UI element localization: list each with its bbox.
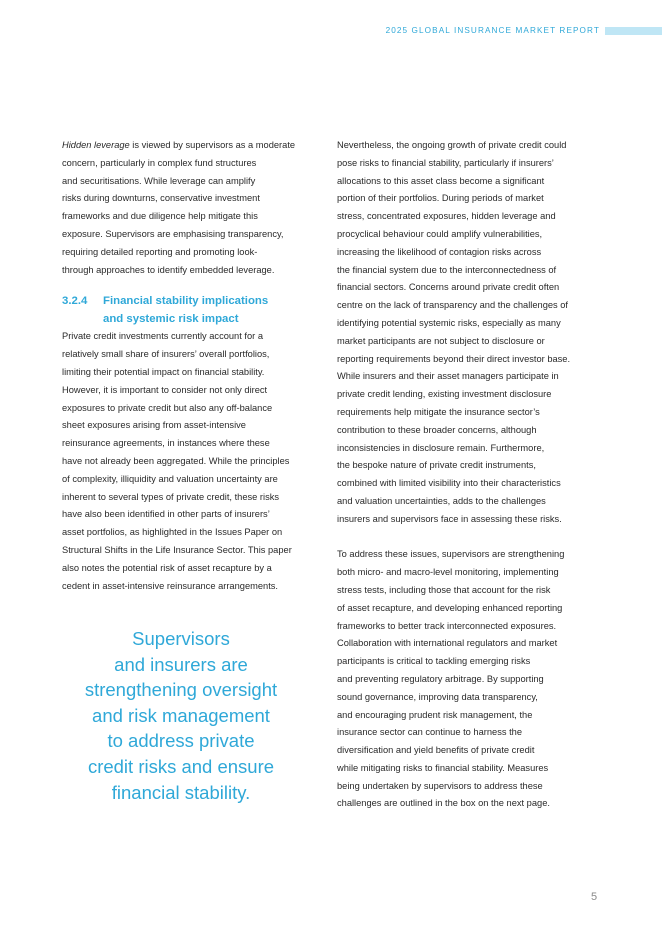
paragraph-line: and encouraging prudent risk management, the — [337, 709, 533, 720]
paragraph-line: the bespoke nature of private credit instruments, — [337, 460, 536, 471]
pull-quote-line: and insurers are — [114, 653, 248, 675]
paragraph-line: sound governance, improving data transparency, — [337, 691, 538, 702]
paragraph-line: reinsurance agreements, in instances where these — [62, 438, 270, 449]
paragraph-line: allocations to this asset class become a significant — [337, 175, 545, 186]
paragraph-gap — [337, 529, 603, 547]
paragraph-line: relatively small share of insurers’ overall portfolios, — [62, 349, 270, 360]
paragraph-line: concern, particularly in complex fund structures — [62, 157, 257, 168]
paragraph-line: both micro- and macro-level monitoring, implementing — [337, 567, 559, 578]
paragraph-line: challenges are outlined in the box on the next page. — [337, 798, 550, 809]
paragraph-line: and valuation uncertainties, adds to the challenges — [337, 495, 546, 506]
paragraph-line: while mitigating risks to financial stability. Measures — [337, 762, 549, 773]
paragraph-line: participants is critical to tackling emerging risks — [337, 656, 531, 667]
paragraph-line-rest: is viewed by supervisors as a moderate — [129, 140, 296, 150]
paragraph-line: increasing the likelihood of contagion risks across — [337, 246, 542, 257]
paragraph-line: cedent in asset-intensive reinsurance arrangements. — [62, 580, 279, 591]
header-title: 2025 GLOBAL INSURANCE MARKET REPORT — [385, 26, 600, 35]
paragraph-line: asset portfolios, as highlighted in the Issues Paper on — [62, 527, 283, 538]
paragraph-line: of complexity, illiquidity and valuation uncertainty are — [62, 473, 278, 484]
paragraph-line: inherent to several types of private credit, these risks — [62, 491, 280, 502]
hidden-leverage-paragraph — [62, 137, 324, 279]
section-title-line: and systemic risk impact — [103, 313, 239, 326]
paragraph-line: and preventing regulatory arbitrage. By supporting — [337, 673, 544, 684]
paragraph-line: private credit lending, existing investment disclosure — [337, 389, 552, 400]
paragraph-line: portion of their portfolios. During periods of market — [337, 193, 544, 204]
paragraph-line: reporting requirements beyond their direct investor base. — [337, 353, 571, 364]
pull-quote-line: to address private — [107, 730, 255, 752]
paragraph-line: of asset recapture, and developing enhanced reporting — [337, 602, 563, 613]
paragraph-line: sheet exposures arising from asset-intensive — [62, 420, 246, 431]
paragraph-line: and securitisations. While leverage can amplify — [62, 175, 256, 186]
section-number: 3.2.4 — [62, 295, 88, 308]
section-heading — [62, 292, 324, 328]
paragraph-line: requirements help mitigate the insurance sector’s — [337, 406, 540, 417]
paragraph-line: contribution to these broader concerns, although — [337, 424, 537, 435]
paragraph-line: financial sectors. Concerns around private credit often — [337, 282, 560, 293]
paragraph-line: have not already been aggregated. While the principles — [62, 455, 290, 466]
paragraph-line: through approaches to identify embedded leverage. — [62, 264, 275, 275]
paragraph-line: risks during downturns, conservative investment — [62, 193, 260, 204]
paragraph-line: insurance sector can continue to harness the — [337, 727, 523, 738]
paragraph-line: exposure. Supervisors are emphasising transparency, — [62, 228, 284, 239]
paragraph-line: market participants are not subject to disclosure or — [337, 335, 545, 346]
hidden-leverage-term: Hidden leverage — [62, 140, 130, 150]
pull-quote-line: Supervisors — [132, 628, 230, 649]
financial-stability-paragraph — [62, 328, 324, 595]
paragraph-line: pose risks to financial stability, particularly if insurers’ — [337, 157, 554, 168]
paragraph-line: also notes the potential risk of asset recapture by a — [62, 562, 272, 573]
left-column — [62, 137, 324, 595]
paragraph-line: stress tests, including those that account for the risk — [337, 584, 551, 595]
header-accent-bar — [605, 27, 662, 35]
paragraph-line — [62, 137, 324, 155]
paragraph-line: Private credit investments currently account for a — [62, 331, 263, 342]
systemic-risk-paragraph — [337, 137, 603, 529]
paragraph-line: limiting their potential impact on financial stability. — [62, 366, 265, 377]
paragraph-line: combined with limited visibility into their characteristics — [337, 478, 561, 489]
paragraph-line: While insurers and their asset managers participate in — [337, 371, 559, 382]
paragraph-line: identifying potential systemic risks, especially as many — [337, 317, 561, 328]
paragraph-line: frameworks to better track interconnected exposures. — [337, 620, 557, 631]
paragraph-line: being undertaken by supervisors to address these — [337, 780, 543, 791]
paragraph-line: Structural Shifts in the Life Insurance Sector. This paper — [62, 544, 292, 555]
pull-quote-line: credit risks and ensure — [87, 755, 275, 777]
paragraph-line: stress, concentrated exposures, hidden leverage and — [337, 211, 556, 222]
page-number: 5 — [591, 891, 598, 903]
paragraph-line: However, it is important to consider not only direct — [62, 384, 268, 395]
paragraph-line: the financial system due to the interconnectedness of — [337, 264, 557, 275]
paragraph-line: diversification and yield benefits of private credit — [337, 745, 535, 756]
paragraph-line: inconsistencies in disclosure remain. Furthermore, — [337, 442, 545, 453]
paragraph-line: centre on the lack of transparency and the challenges of — [337, 300, 569, 311]
paragraph-line: Collaboration with international regulators and market — [337, 638, 558, 649]
supervisory-response-paragraph — [337, 546, 603, 813]
pull-quote-line: financial stability. — [111, 781, 251, 803]
paragraph-line: Nevertheless, the ongoing growth of private credit could — [337, 140, 567, 150]
pull-quote-line: strengthening oversight — [84, 679, 278, 701]
pull-quote-line: and risk management — [92, 704, 270, 726]
pull-quote — [62, 626, 300, 805]
paragraph-line: have also been identified in other parts of insurers’ — [62, 509, 270, 520]
paragraph-line: frameworks and due diligence help mitigate this — [62, 211, 258, 222]
paragraph-line: requiring detailed reporting and promoting look- — [62, 246, 258, 257]
paragraph-line: To address these issues, supervisors are strengthening — [337, 549, 565, 560]
paragraph-line: procyclical behaviour could amplify vulnerabilities, — [337, 228, 543, 239]
paragraph-line: insurers and supervisors face in assessing these risks. — [337, 513, 562, 524]
section-title-line: Financial stability implications — [103, 295, 269, 308]
section-title — [62, 292, 324, 328]
paragraph-line: exposures to private credit but also any off-balance — [62, 402, 273, 413]
right-column — [337, 137, 603, 813]
